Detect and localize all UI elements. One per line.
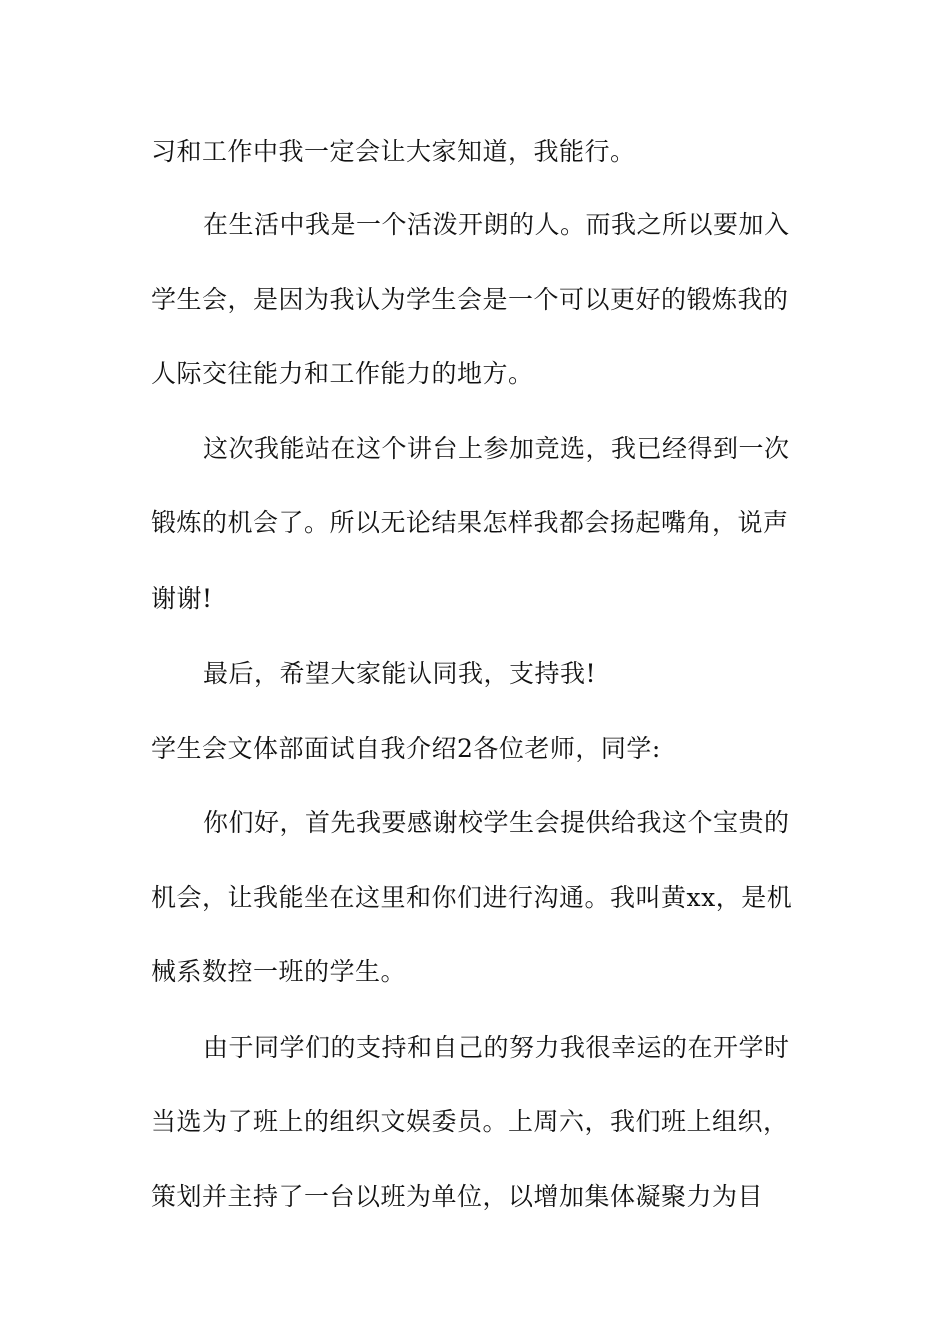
paragraph-first-line: 在生活中我是一个活泼开朗的人。而我之所以要加入 xyxy=(203,210,790,239)
text-line: 策划并主持了一台以班为单位，以增加集体凝聚力为目 xyxy=(151,1182,764,1211)
paragraph-first-line: 你们好，首先我要感谢校学生会提供给我这个宝贵的 xyxy=(203,808,790,837)
paragraph-first-line: 最后，希望大家能认同我，支持我! xyxy=(203,659,597,688)
text-line: 当选为了班上的组织文娱委员。上周六，我们班上组织， xyxy=(151,1107,789,1136)
paragraph-first-line: 这次我能站在这个讲台上参加竞选，我已经得到一次 xyxy=(203,434,790,463)
text-line: 械系数控一班的学生。 xyxy=(151,957,407,986)
section-heading-line: 学生会文体部面试自我介绍2各位老师，同学: xyxy=(151,734,661,763)
text-line: 人际交往能力和工作能力的地方。 xyxy=(151,359,534,388)
paragraph-first-line: 由于同学们的支持和自己的努力我很幸运的在开学时 xyxy=(203,1033,790,1062)
text-line: 机会，让我能坐在这里和你们进行沟通。我叫黄xx，是机 xyxy=(151,883,793,912)
text-line: 习和工作中我一定会让大家知道，我能行。 xyxy=(151,137,636,166)
text-line: 锻炼的机会了。所以无论结果怎样我都会扬起嘴角，说声 xyxy=(151,508,789,537)
text-line: 学生会，是因为我认为学生会是一个可以更好的锻炼我的 xyxy=(151,285,789,314)
text-line: 谢谢! xyxy=(151,584,213,613)
